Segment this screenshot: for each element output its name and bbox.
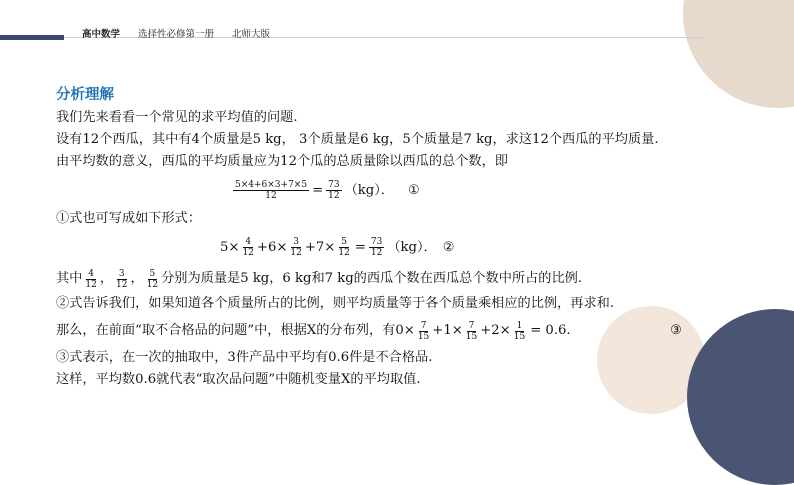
text-line-8: ③式表示，在一次的抽取中，3件产品中平均有0.6件是不合格品. [56, 350, 433, 365]
formula-2-marker: ② [442, 239, 455, 255]
main-content [56, 83, 696, 391]
text-line-4: ①式也可写成如下形式： [56, 211, 202, 226]
decorative-circle-bottom-navy [687, 309, 794, 485]
formula-1: $\frac{5\times 4+6\times 3+7\times 5}{12}$ = $\frac{73}{12}$ （kg）． ① [235, 180, 420, 201]
formula-1-fraction: $\frac{5\times 4+6\times 3+7\times 5}{12}$ [235, 180, 308, 201]
formula-1-marker: ① [407, 182, 420, 198]
header-subject: 高中数学 [82, 29, 121, 40]
section-title: 分析理解 [56, 87, 114, 103]
formula-3-marker: ③ [670, 323, 682, 338]
text-line-6: ②式告诉我们，如果知道各个质量所占的比例，则平均质量等于各个质量乘相应的比例，再求和. [56, 296, 615, 311]
text-line-9: 这样，平均数0.6就代表“取次品问题”中随机变量X的平均取值. [56, 372, 421, 387]
text-line-2: 设有12个西瓜，其中有4个质量是5 kg， 3个质量是6 kg，5个质量是7 kg，求这12个西瓜的平均质量. [56, 132, 659, 147]
page-header [82, 25, 270, 41]
header-accent-bar [0, 35, 64, 40]
header-publisher: 北师大版 [232, 29, 271, 40]
decorative-circle-top-right [683, 0, 794, 108]
text-line-7: 那么，在前面“取不合格品的问题”中，根据X的分布列，有 0× $\frac{7}{15}$ +1× $\frac{7}{15}$ +2× $\frac{1}{15}$ = 0.6. ③ [56, 315, 696, 347]
header-volume: 选择性必修第一册 [138, 29, 215, 40]
text-line-1: 我们先来看看一个常见的求平均值的问题. [56, 110, 298, 125]
text-line-3: 由平均数的意义，西瓜的平均质量应为12个瓜的总质量除以西瓜的总个数，即 [56, 154, 508, 169]
formula-2: 5× $\frac{4}{12}$ +6× $\frac{3}{12}$ +7× $\frac{5}{12}$ = $\frac{73}{12}$ （kg）． ② [220, 237, 455, 258]
text-line-5: 其中 $\frac{4}{12}$ ， $\frac{3}{12}$ ， $\frac{5}{12}$ 分别为质量是5 kg，6 kg和7 kg的西瓜个数在西瓜总个数中所占的比例. [56, 268, 583, 290]
formula-1-result: $\frac{73}{12}$ [328, 180, 340, 201]
